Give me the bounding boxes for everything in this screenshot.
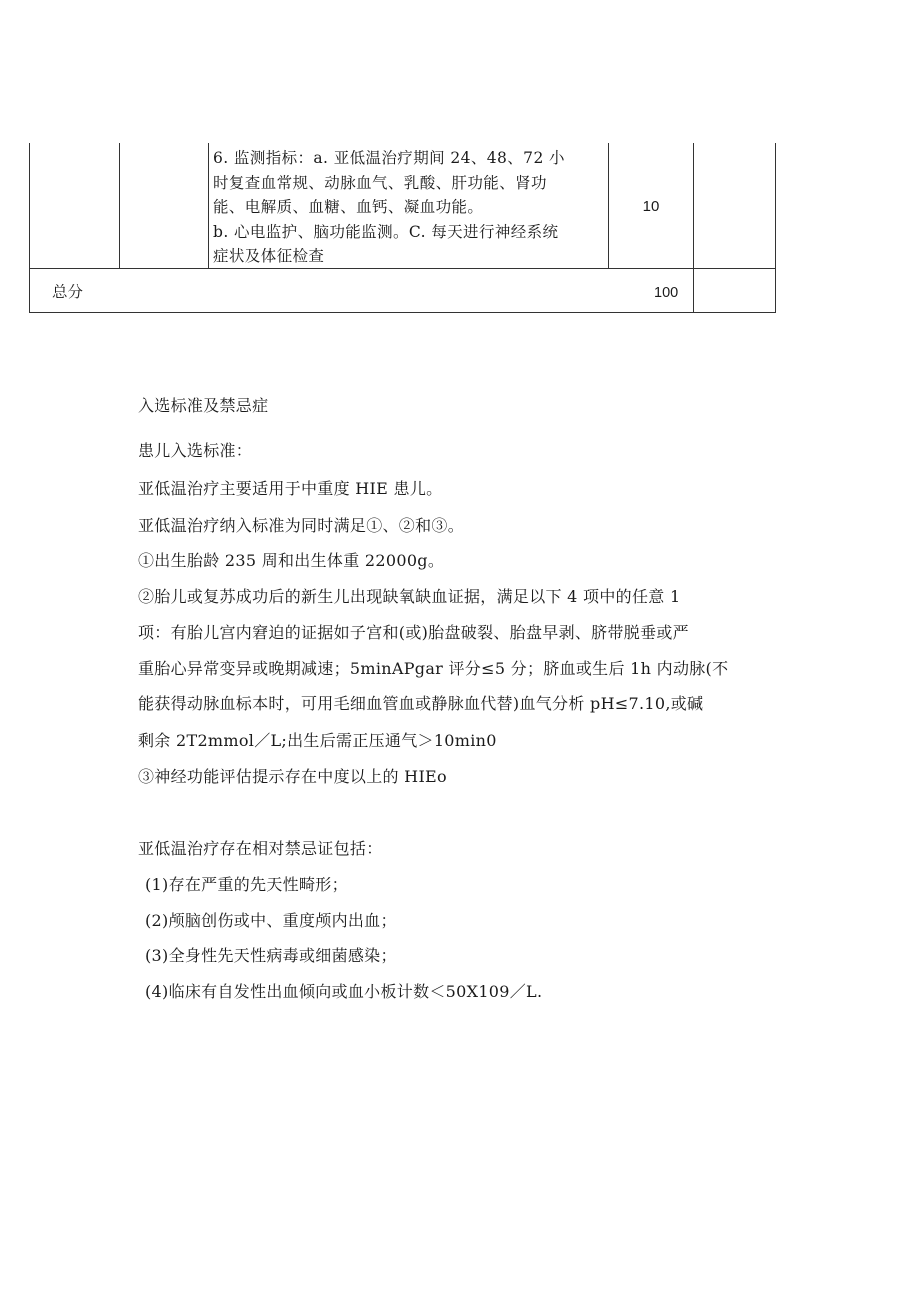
table-border-right bbox=[775, 143, 776, 313]
inclusion-criterion-1: ①出生胎龄 235 周和出生体重 22000g。 bbox=[138, 551, 445, 570]
inclusion-line: 亚低温治疗纳入标准为同时满足①、②和③。 bbox=[138, 516, 465, 535]
inclusion-criterion-2-cont: 重胎心异常变异或晚期减速；5minAPgar 评分≤5 分；脐血或生后 1h 内动脉(不 bbox=[138, 659, 729, 678]
section-title: 入选标准及禁忌症 bbox=[138, 396, 269, 415]
monitoring-item-line: 症状及体征检查 bbox=[213, 247, 325, 265]
inclusion-criterion-2: ②胎儿或复苏成功后的新生儿出现缺氧缺血证据，满足以下 4 项中的任意 1 bbox=[138, 587, 681, 606]
total-label: 总分 bbox=[52, 283, 84, 301]
inclusion-criterion-2-cont: 项：有胎儿宫内窘迫的证据如子宫和(或)胎盘破裂、胎盘早剥、脐带脱垂或严 bbox=[138, 623, 689, 642]
inclusion-criterion-3: ③神经功能评估提示存在中度以上的 HIEo bbox=[138, 767, 447, 786]
table-border-left bbox=[29, 143, 30, 313]
contraindication-item: (2)颅脑创伤或中、重度颅内出血； bbox=[145, 911, 397, 930]
inclusion-heading: 患儿入选标准： bbox=[138, 441, 253, 460]
table-divider-col1 bbox=[119, 143, 120, 269]
monitoring-item-description bbox=[213, 146, 608, 269]
monitoring-item-line: 6. 监测指标：a. 亚低温治疗期间 24、48、72 小 bbox=[213, 149, 565, 167]
monitoring-item-line: 能、电解质、血糖、血钙、凝血功能。 bbox=[213, 198, 484, 216]
monitoring-item-score: 10 bbox=[642, 198, 660, 215]
table-border-bottom bbox=[29, 312, 776, 313]
monitoring-item-line: b. 心电监护、脑功能监测。C. 每天进行神经系统 bbox=[213, 222, 559, 241]
inclusion-criterion-2-cont: 能获得动脉血标本时，可用毛细血管血或静脉血代替)血气分析 pH≤7.10,或碱 bbox=[138, 694, 704, 713]
monitoring-item-line: 时复查血常规、动脉血气、乳酸、肝功能、肾功 bbox=[213, 173, 547, 192]
contraindications-heading: 亚低温治疗存在相对禁忌证包括： bbox=[138, 839, 383, 858]
total-score: 100 bbox=[654, 285, 679, 301]
contraindication-item: (4)临床有自发性出血倾向或血小板计数＜50X109／L. bbox=[145, 982, 543, 1001]
inclusion-criterion-2-cont: 剩余 2T2mmol／L;出生后需正压通气＞10min0 bbox=[138, 731, 497, 750]
table-divider-col2 bbox=[208, 143, 209, 269]
contraindication-item: (3)全身性先天性病毒或细菌感染； bbox=[145, 946, 397, 965]
contraindication-item: (1)存在严重的先天性畸形； bbox=[145, 875, 348, 894]
inclusion-line: 亚低温治疗主要适用于中重度 HIE 患儿。 bbox=[138, 479, 443, 498]
